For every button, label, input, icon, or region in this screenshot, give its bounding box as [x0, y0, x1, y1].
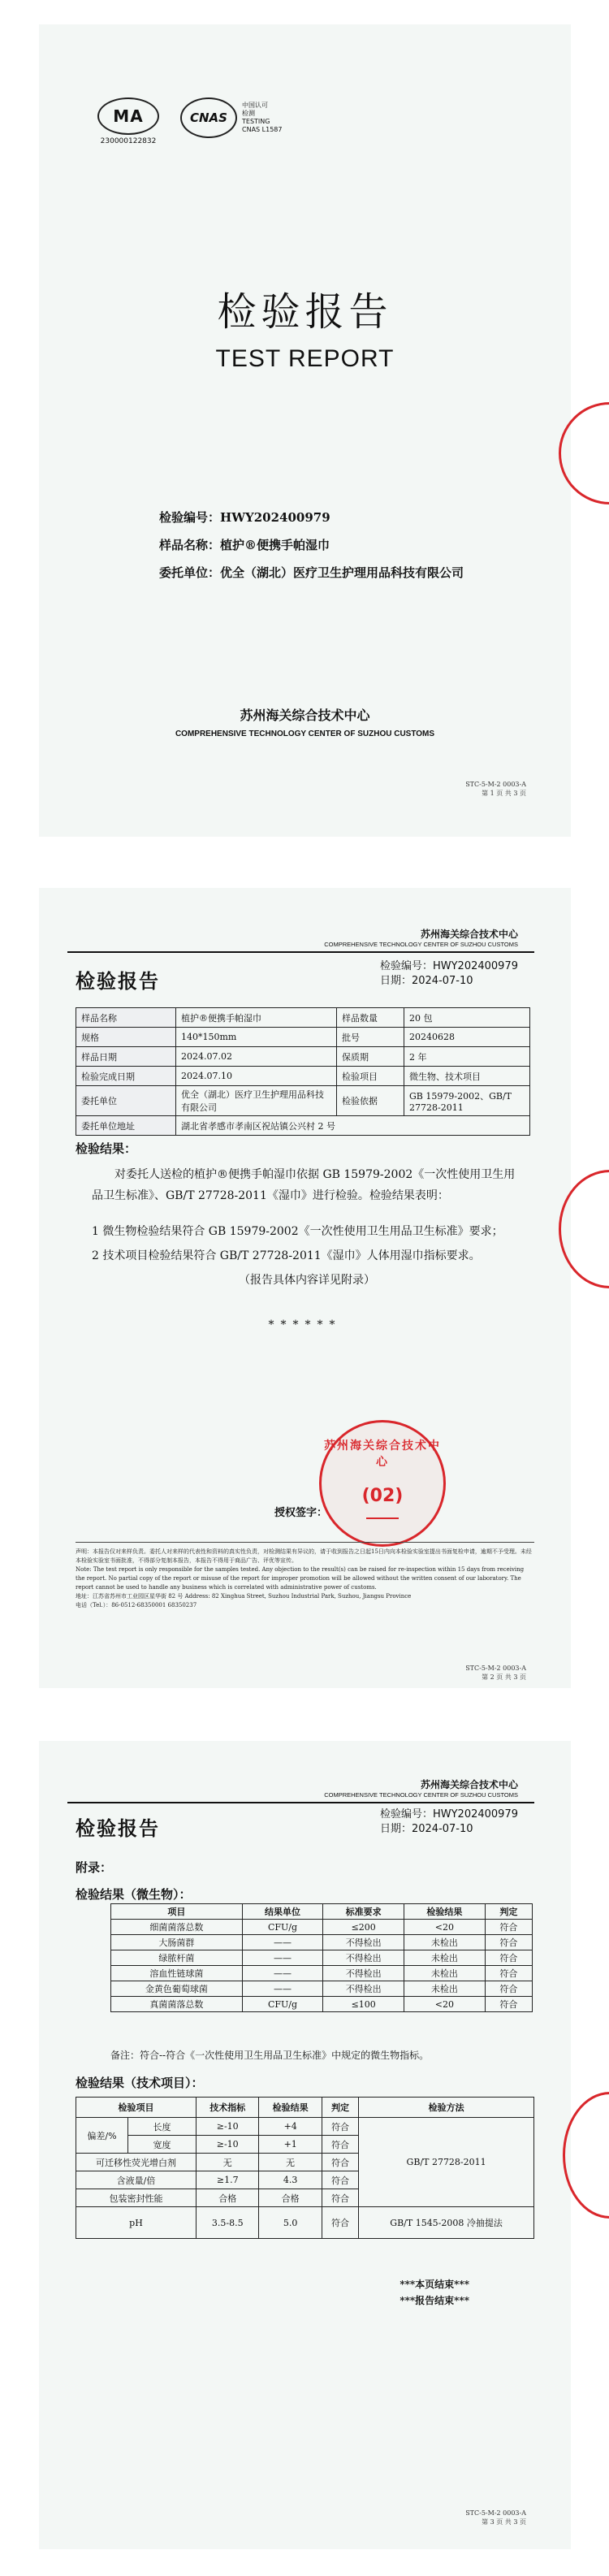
conclusion-paragraph: 对委托人送检的植护®便携手帕湿巾依据 GB 15979-2002《一次性使用卫生用品卫生标准》、GB/T 27728-2011《湿巾》进行检验。检验结果表明： [92, 1168, 516, 1202]
cell: 符合 [485, 1966, 532, 1981]
seal-star-icon [366, 1517, 399, 1519]
cell: ≥-10 [197, 2118, 259, 2136]
cell: ≤200 [323, 1920, 404, 1935]
tech-results-table [76, 2097, 534, 2239]
field-label: 委托单位： [159, 565, 221, 580]
cell: 未检出 [404, 1966, 486, 1981]
conclusion-item: 2 技术项目检验结果符合 GB/T 27728-2011《湿巾》人体用湿巾指标要求。 [92, 1249, 481, 1262]
report-cover-page [39, 24, 571, 837]
cell: 包装密封性能 [76, 2189, 197, 2207]
table-row [111, 1950, 533, 1966]
cnas-text [242, 102, 282, 134]
cell-value: 20 包 [404, 1008, 530, 1028]
cell-label: 样品数量 [337, 1008, 404, 1028]
cell: +1 [259, 2136, 322, 2154]
table-row [76, 2118, 534, 2136]
cell: GB/T 1545-2008 冷抽提法 [359, 2207, 534, 2239]
report-no [380, 959, 518, 974]
cell: 未检出 [404, 1950, 486, 1966]
report-page-3 [39, 1741, 571, 2549]
cell-label: 检验依据 [337, 1086, 404, 1116]
cover-field-sample [159, 531, 464, 559]
cell: 金黄色葡萄球菌 [111, 1981, 243, 1997]
report-end-marker: ***报告结束*** [400, 2295, 469, 2306]
cnas-line: CNAS L1587 [242, 126, 283, 133]
cell-value: 2024.07.02 [176, 1047, 337, 1067]
cell-value: 湖北省孝感市孝南区祝站镇公兴村 2 号 [176, 1116, 530, 1136]
report-title: 检验报告 [76, 1816, 160, 1840]
note-line: 地址：江苏省苏州市工业园区星华街 82 号 Address: 82 Xinghua Street, Suzhou Industrial Park, Suzhou, Jiangsu Province [76, 1593, 412, 1600]
column-header: 检验结果 [404, 1904, 486, 1920]
header-org-cn: 苏州海关综合技术中心 [420, 929, 518, 940]
official-seal-icon [319, 1420, 446, 1547]
column-header: 项目 [111, 1904, 243, 1920]
cell: 符合 [322, 2118, 358, 2136]
cell-label: 检验完成日期 [76, 1067, 176, 1086]
table-row [111, 1981, 533, 1997]
cell: 合格 [259, 2189, 322, 2207]
table-row [76, 1028, 530, 1047]
note-line: Note: The test report is only responsible for the samples tested. Any objection to the result(s) can be raised for re-inspection within 15 days from receiving the report. No partial copy of the report or misuse of the report for improper promotion will be allowed without the written consent of our laboratory. The report cannot be used to handle any business which is correlated with administrative power of customs. [76, 1566, 525, 1591]
cell: 符合 [485, 1997, 532, 2012]
page-number: 第 3 页 共 3 页 [482, 2518, 526, 2526]
certification-logos [96, 97, 282, 145]
field-label: 样品名称： [159, 538, 221, 552]
cma-number: 230000122832 [100, 137, 157, 145]
conclusion-heading: 检验结果： [76, 1141, 137, 1156]
column-header: 检验方法 [359, 2098, 534, 2118]
cell: ≥-10 [197, 2136, 259, 2154]
cell-value: 140*150mm [176, 1028, 337, 1047]
report-title: 检验报告 [76, 969, 160, 993]
report-no-value: HWY202400979 [432, 1808, 518, 1821]
cnas-line: 检测 [242, 110, 255, 117]
cell: GB/T 27728-2011 [359, 2118, 534, 2207]
cover-title-cn: 检验报告 [217, 289, 393, 335]
cell-value: 2 年 [404, 1047, 530, 1067]
table-row [76, 1008, 530, 1028]
seal-number: (02) [361, 1486, 404, 1506]
field-value: 植护®便携手帕湿巾 [220, 538, 330, 552]
note-line: 声明：本报告仅对来样负责。委托人对来样的代表性和资料的真实性负责，对检测结果有异议的，请于收到报告之日起15日内向本检验实验室提出书面复检申请，逾期不予受理。未经本检验实验室书面批准，不得部分复制本报告，本报告不得用于商品广告、评优等宣传。 [76, 1548, 532, 1564]
report-date [380, 1822, 518, 1837]
cell: —— [242, 1935, 323, 1950]
report-page-2 [39, 888, 571, 1688]
cell: —— [242, 1981, 323, 1997]
table-header-row [76, 2098, 534, 2118]
form-code: STC-5-M-2 0003-A [465, 2509, 526, 2517]
cell: CFU/g [242, 1920, 323, 1935]
cell: 大肠菌群 [111, 1935, 243, 1950]
doc-code [465, 780, 526, 798]
cell-value: 优全（湖北）医疗卫生护理用品科技有限公司 [176, 1086, 337, 1116]
cell: —— [242, 1966, 323, 1981]
cell: +4 [259, 2118, 322, 2136]
cell-value: 微生物、技术项目 [404, 1067, 530, 1086]
cell: 3.5-8.5 [197, 2207, 259, 2239]
header-org-cn: 苏州海关综合技术中心 [420, 1779, 518, 1790]
report-meta [380, 1808, 518, 1837]
field-label: 检验编号： [159, 510, 221, 525]
table-row [76, 1086, 530, 1116]
micro-results-table [110, 1903, 533, 2012]
page-end-marker: ***本页结束*** [400, 2279, 469, 2290]
cell: <20 [404, 1920, 486, 1935]
cell: 合格 [197, 2189, 259, 2207]
cma-mark [96, 97, 161, 145]
report-date-label: 日期： [379, 975, 412, 987]
header-rule [67, 1802, 534, 1803]
column-header: 检验结果 [259, 2098, 322, 2118]
doc-code [465, 2509, 526, 2526]
column-header: 判定 [322, 2098, 358, 2118]
cell-value: GB 15979-2002、GB/T 27728-2011 [404, 1086, 530, 1116]
micro-results-heading: 检验结果（微生物）： [76, 1887, 192, 1902]
cell: CFU/g [242, 1997, 323, 2012]
cell-value: 植护®便携手帕湿巾 [176, 1008, 337, 1028]
cma-logo-icon: MA [97, 97, 159, 135]
cell: 未检出 [404, 1981, 486, 1997]
table-row [76, 1116, 530, 1136]
cover-fields [159, 504, 464, 587]
cell: 绿脓杆菌 [111, 1950, 243, 1966]
table-row [76, 1047, 530, 1067]
header-rule [67, 951, 534, 953]
cell: 真菌菌落总数 [111, 1997, 243, 2012]
form-code: STC-5-M-2 0003-A [465, 781, 526, 788]
report-no-label: 检验编号： [379, 1808, 433, 1821]
report-meta [380, 959, 518, 989]
cnas-line: 中国认可 [242, 102, 268, 109]
cell: 未检出 [404, 1935, 486, 1950]
page-number: 第 1 页 共 3 页 [482, 790, 526, 797]
separator-stars: ****** [268, 1318, 342, 1331]
sample-info-table [76, 1007, 530, 1136]
table-row [111, 1997, 533, 2012]
header-org-en: COMPREHENSIVE TECHNOLOGY CENTER OF SUZHOU CUSTOMS [324, 1791, 518, 1799]
cell: 符合 [485, 1920, 532, 1935]
cell: <20 [404, 1997, 486, 2012]
cell: 不得检出 [323, 1966, 404, 1981]
cell-label: 保质期 [337, 1047, 404, 1067]
column-header: 判定 [485, 1904, 532, 1920]
cell: 符合 [485, 1935, 532, 1950]
cover-field-report-no [159, 504, 464, 531]
cover-field-client [159, 559, 464, 587]
cell: 偏差/% [76, 2118, 128, 2154]
cell: 细菌菌落总数 [111, 1920, 243, 1935]
cnas-line: TESTING [242, 118, 270, 125]
report-date-value: 2024-07-10 [411, 1823, 473, 1835]
cell: 可迁移性荧光增白剂 [76, 2154, 197, 2171]
table-header-row [111, 1904, 533, 1920]
cell: 符合 [485, 1981, 532, 1997]
cell: 符合 [322, 2154, 358, 2171]
center-name-cn: 苏州海关综合技术中心 [240, 708, 370, 723]
table-row [111, 1920, 533, 1935]
cell-label: 委托单位地址 [76, 1116, 176, 1136]
form-code: STC-5-M-2 0003-A [465, 1665, 526, 1672]
column-header: 技术指标 [197, 2098, 259, 2118]
cell: 4.3 [259, 2171, 322, 2189]
cell: ≥1.7 [197, 2171, 259, 2189]
table-row [111, 1966, 533, 1981]
cover-title-en: TEST REPORT [215, 345, 395, 372]
cell: 不得检出 [323, 1981, 404, 1997]
page-number: 第 2 页 共 3 页 [482, 1673, 526, 1681]
cell: 符合 [322, 2171, 358, 2189]
note-line: 电话（Tel.）：86-0512-68350001 68350237 [76, 1602, 197, 1608]
report-date-value: 2024-07-10 [411, 975, 473, 987]
conclusion-item: 1 微生物检验结果符合 GB 15979-2002《一次性使用卫生用品卫生标准》要求； [92, 1225, 503, 1238]
field-value: 优全（湖北）医疗卫生护理用品科技有限公司 [220, 565, 464, 580]
cell: 不得检出 [323, 1935, 404, 1950]
cell: 含液量/倍 [76, 2171, 197, 2189]
cell: 无 [259, 2154, 322, 2171]
cell: 符合 [485, 1950, 532, 1966]
appendix-heading: 附录： [76, 1860, 113, 1875]
table-row [76, 2207, 534, 2239]
column-header: 结果单位 [242, 1904, 323, 1920]
seal-text: 苏州海关综合技术中心 [324, 1440, 441, 1469]
field-value: HWY202400979 [220, 510, 330, 525]
cell: 符合 [322, 2189, 358, 2207]
cell-label: 规格 [76, 1028, 176, 1047]
cell-value: 20240628 [404, 1028, 530, 1047]
report-no [380, 1808, 518, 1822]
cell: 无 [197, 2154, 259, 2171]
cell-label: 样品名称 [76, 1008, 176, 1028]
micro-note: 备注：符合--符合《一次性使用卫生用品卫生标准》中规定的微生物指标。 [110, 2050, 430, 2061]
doc-code [465, 1664, 526, 1682]
authorized-signer-label: 授权签字： [274, 1507, 328, 1519]
cell: ≤100 [323, 1997, 404, 2012]
report-no-label: 检验编号： [379, 960, 433, 972]
cell: 符合 [322, 2136, 358, 2154]
statement-notes [76, 1542, 534, 1610]
tech-results-heading: 检验结果（技术项目）： [76, 2076, 204, 2090]
cell-label: 样品日期 [76, 1047, 176, 1067]
report-date-label: 日期： [379, 1823, 412, 1835]
center-name-en: COMPREHENSIVE TECHNOLOGY CENTER OF SUZHOU CUSTOMS [175, 730, 435, 738]
header-org-en: COMPREHENSIVE TECHNOLOGY CENTER OF SUZHOU CUSTOMS [324, 941, 518, 948]
cell: 长度 [128, 2118, 197, 2136]
cell-label: 委托单位 [76, 1086, 176, 1116]
cell-value: 2024.07.10 [176, 1067, 337, 1086]
cell: 5.0 [259, 2207, 322, 2239]
cell: 不得检出 [323, 1950, 404, 1966]
table-row [76, 1067, 530, 1086]
conclusion-note: （报告具体内容详见附录） [239, 1274, 375, 1287]
table-row [111, 1935, 533, 1950]
cell: —— [242, 1950, 323, 1966]
column-header: 标准要求 [323, 1904, 404, 1920]
cell: pH [76, 2207, 197, 2239]
cell: 溶血性链球菌 [111, 1966, 243, 1981]
cell-label: 批号 [337, 1028, 404, 1047]
report-no-value: HWY202400979 [432, 960, 518, 972]
cell-label: 检验项目 [337, 1067, 404, 1086]
cell: 符合 [322, 2207, 358, 2239]
cnas-logo-icon: CNAS [180, 97, 237, 138]
cell: 宽度 [128, 2136, 197, 2154]
cnas-mark [180, 97, 282, 138]
report-date [380, 974, 518, 989]
column-header: 检验项目 [76, 2098, 197, 2118]
